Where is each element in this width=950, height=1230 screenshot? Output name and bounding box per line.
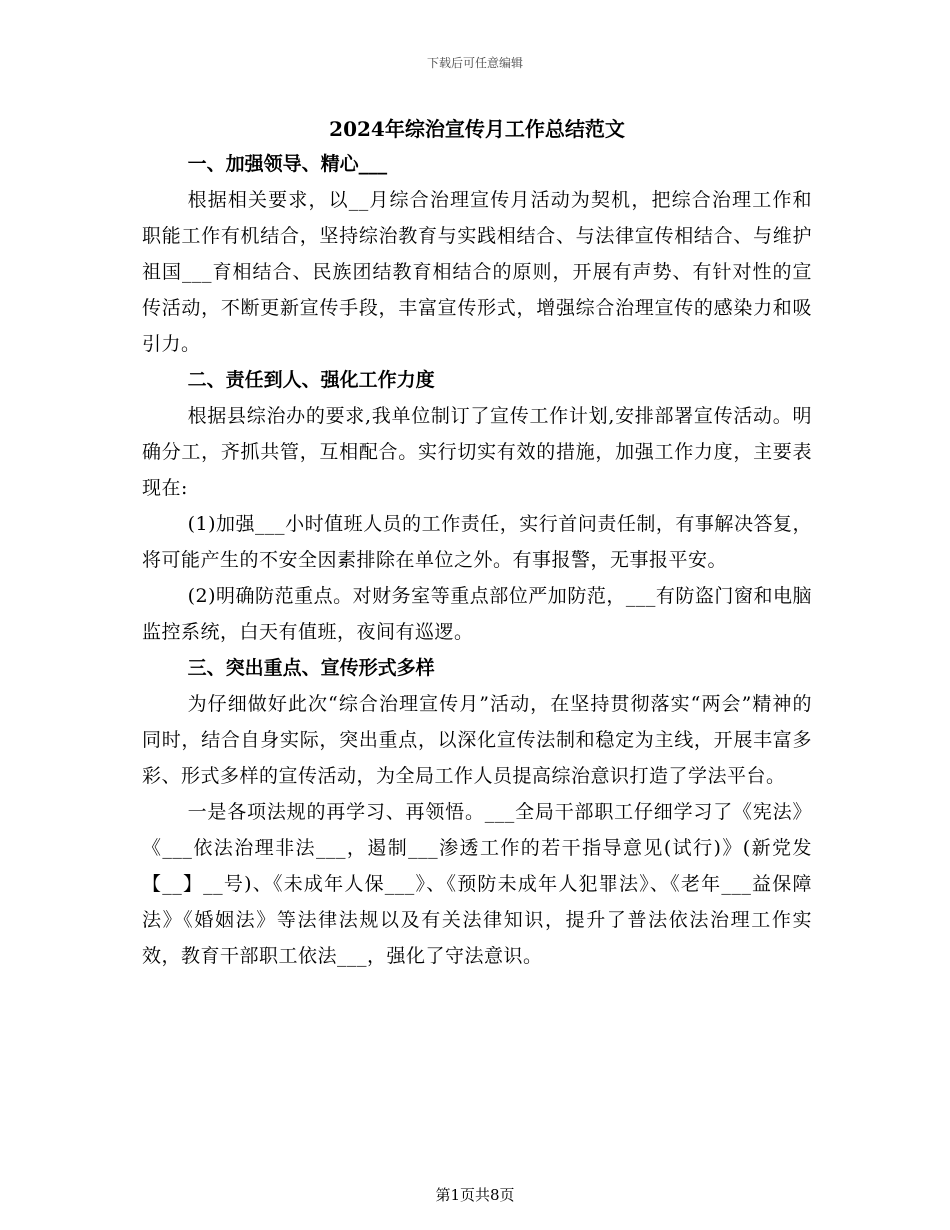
header-note: 下载后可任意编辑 <box>426 56 523 70</box>
paragraph-6: 一是各项法规的再学习、再领悟。___全局干部职工仔细学习了《宪法》《___依法治理非法___，遏制___渗透工作的若干指导意见(试行)》(新党发【__】__号)、《未成年人保___》、《预防未成年人犯罪法》、《老年___益保障法》《婚姻法》等法律法规以及有关法律知识，提升了普法依法治理工作实效，教育干部职工依法___，强化了守法意识。 <box>142 801 812 967</box>
paragraph-5: 为仔细做好此次“综合治理宣传月”活动，在坚持贯彻落实“两会”精神的同时，结合自身实际，突出重点，以深化宣传法制和稳定为主线，开展丰富多彩、形式多样的宣传活动，为全局工作人员提高综治意识打造了学法平台。 <box>142 693 812 787</box>
section-heading-3: 三、突出重点、宣传形式多样 <box>187 657 435 679</box>
paragraph-1: 根据相关要求，以__月综合治理宣传月活动为契机，把综合治理工作和职能工作有机结合，坚持综治教育与实践相结合、与法律宣传相结合、与维护祖国___育相结合、民族团结教育相结合的原则，开展有声势、有针对性的宣传活动，不断更新宣传手段，丰富宣传形式，增强综合治理宣传的感染力和吸引力。 <box>142 189 812 355</box>
section-heading-1: 一、加强领导、精心___ <box>187 153 388 175</box>
page-title: 2024年综治宣传月工作总结范文 <box>329 117 625 141</box>
page-number: 第1页共8页 <box>435 1186 515 1204</box>
section-heading-2: 二、责任到人、强化工作力度 <box>187 369 435 391</box>
paragraph-2: 根据县综治办的要求,我单位制订了宣传工作计划,安排部署宣传活动。明确分工，齐抓共管，互相配合。实行切实有效的措施，加强工作力度，主要表现在: <box>142 405 812 499</box>
paragraph-4: (2)明确防范重点。对财务室等重点部位严加防范，___有防盗门窗和电脑监控系统，白天有值班，夜间有巡逻。 <box>142 585 812 643</box>
paragraph-3: (1)加强___小时值班人员的工作责任，实行首问责任制，有事解决答复，将可能产生的不安全因素排除在单位之外。有事报警，无事报平安。 <box>142 513 812 571</box>
document-body <box>142 112 812 974</box>
